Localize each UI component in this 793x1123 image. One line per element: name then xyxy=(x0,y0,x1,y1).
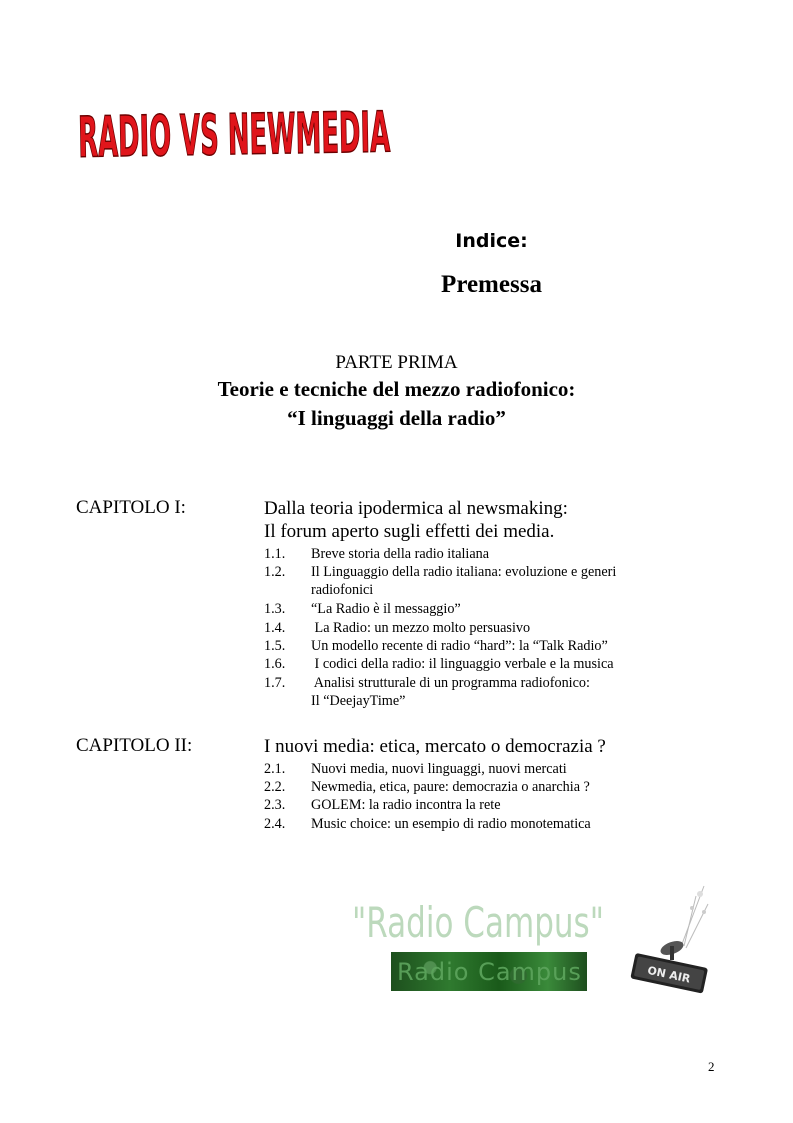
toc-item-text: Breve storia della radio italiana xyxy=(311,546,490,562)
toc-item-text: Un modello recente di radio “hard”: la “Talk Radio” xyxy=(311,638,608,654)
toc-item-2-2[interactable] xyxy=(264,778,590,796)
logo-text: RADIO VS NEWMEDIA xyxy=(77,93,755,171)
toc-item-number: 1.6. xyxy=(264,656,286,672)
toc-item-text-cont: radiofonici xyxy=(311,582,374,598)
toc-item-number: 2.3. xyxy=(264,797,286,813)
radio-campus-banner xyxy=(391,952,587,991)
toc-item-text: Music choice: un esempio di radio monotematica xyxy=(311,816,591,832)
toc-item-text: Nuovi media, nuovi linguaggi, nuovi mercati xyxy=(311,761,567,777)
toc-item-number: 2.1. xyxy=(264,761,286,777)
toc-item-text: Il Linguaggio della radio italiana: evoluzione e generi xyxy=(311,564,617,580)
toc-item-1-3[interactable] xyxy=(264,600,461,618)
toc-item-text: GOLEM: la radio incontra la rete xyxy=(311,797,501,813)
page-number: 2 xyxy=(708,1059,715,1074)
chapter-1-title-line2: Il forum aperto sugli effetti dei media. xyxy=(264,521,555,542)
toc-item-2-3[interactable] xyxy=(264,796,501,814)
radio-campus-banner-text: Radio Campus xyxy=(397,958,582,986)
radio-vs-newmedia-logo xyxy=(76,93,755,171)
toc-item-text: La Radio: un mezzo molto persuasivo xyxy=(311,620,531,636)
toc-item-1-1[interactable] xyxy=(264,545,489,563)
part-subtitle: “I linguaggi della radio” xyxy=(287,406,506,430)
toc-item-number: 1.5. xyxy=(264,638,286,654)
chapter-1-label: CAPITOLO I: xyxy=(76,497,186,518)
toc-item-number: 2.2. xyxy=(264,779,286,795)
toc-item-1-6[interactable] xyxy=(264,655,614,673)
toc-item-text: I codici della radio: il linguaggio verbale e la musica xyxy=(311,656,614,672)
toc-item-1-7[interactable] xyxy=(264,674,590,710)
toc-item-1-5[interactable] xyxy=(264,637,608,655)
toc-item-text: Newmedia, etica, paure: democrazia o anarchia ? xyxy=(311,779,590,795)
chapter-1-title xyxy=(264,497,568,543)
on-air-text: ON AIR xyxy=(646,963,692,986)
toc-item-1-2[interactable] xyxy=(264,563,616,599)
toc-item-1-4[interactable] xyxy=(264,619,530,637)
toc-item-2-1[interactable] xyxy=(264,760,567,778)
toc-item-number: 2.4. xyxy=(264,816,286,832)
toc-item-text: “La Radio è il messaggio” xyxy=(311,601,461,617)
toc-item-text: Analisi strutturale di un programma radiofonico: xyxy=(311,675,590,691)
on-air-board xyxy=(630,953,708,994)
index-heading-text: Indice: xyxy=(455,230,528,252)
premessa-heading-text: Premessa xyxy=(441,271,542,298)
toc-item-number: 1.1. xyxy=(264,546,286,562)
part-title: Teorie e tecniche del mezzo radiofonico: xyxy=(217,377,576,401)
index-heading xyxy=(0,230,793,252)
toc-item-number: 1.3. xyxy=(264,601,286,617)
toc-item-text-cont: Il “DeejayTime” xyxy=(311,693,406,709)
toc-item-number: 1.2. xyxy=(264,564,286,580)
toc-item-number: 1.4. xyxy=(264,620,286,636)
antenna-signal-icon xyxy=(682,886,708,948)
chapter-1-title-line1: Dalla teoria ipodermica al newsmaking: xyxy=(264,498,568,519)
on-air-sign-icon xyxy=(626,882,710,994)
radio-campus-title-text: "Radio Campus" xyxy=(352,898,604,947)
part-label-text: PARTE PRIMA xyxy=(335,352,458,373)
premessa-heading xyxy=(0,271,793,299)
toc-item-number: 1.7. xyxy=(264,675,286,691)
toc-item-2-4[interactable] xyxy=(264,815,591,833)
satellite-dish-icon xyxy=(659,938,686,960)
chapter-2-title: I nuovi media: etica, mercato o democrazia ? xyxy=(264,736,606,757)
radio-campus-title xyxy=(352,893,612,949)
part-label xyxy=(0,352,793,374)
chapter-2-label: CAPITOLO II: xyxy=(76,735,193,756)
